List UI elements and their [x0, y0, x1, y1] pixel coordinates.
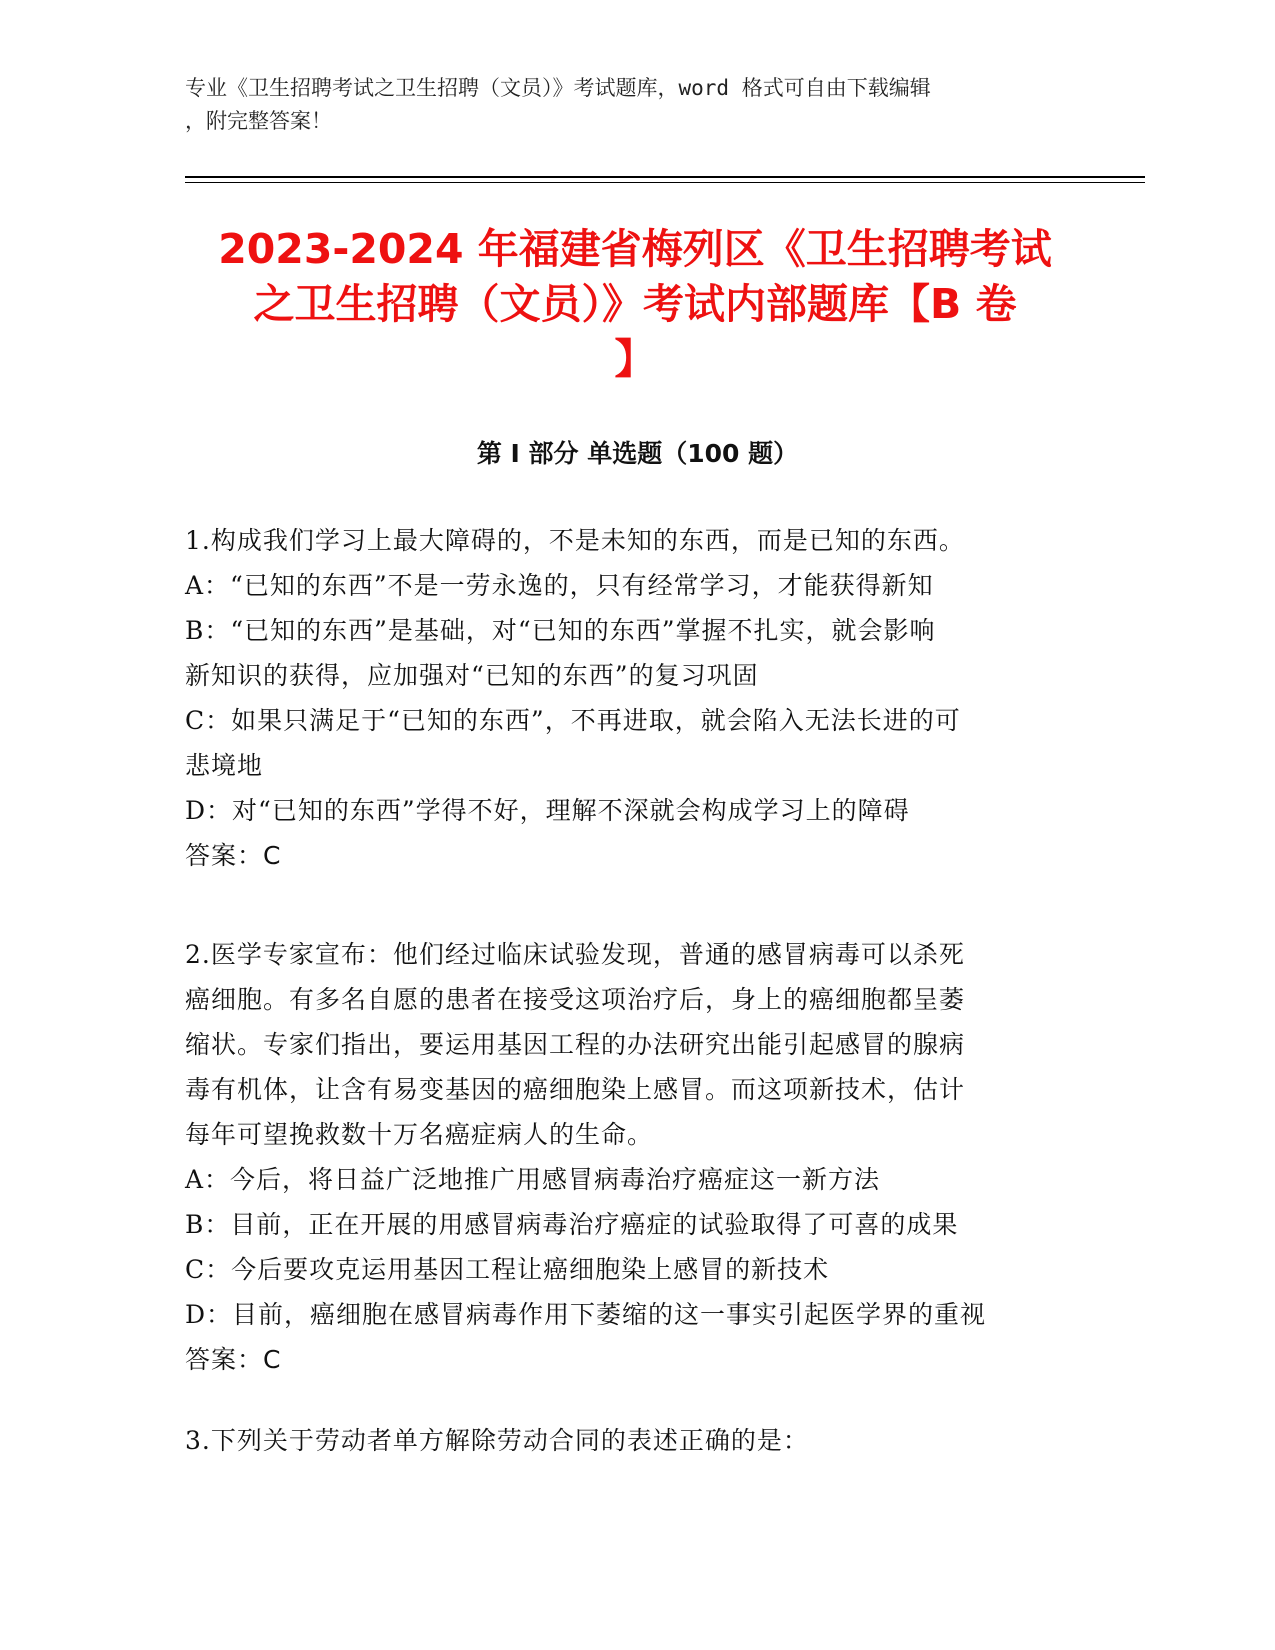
header-divider-thin: [185, 182, 1145, 183]
question-2-stem-1: 2.医学专家宣布：他们经过临床试验发现，普通的感冒病毒可以杀死: [185, 940, 965, 969]
document-title-line-3: 】: [614, 335, 656, 383]
question-2-option-d: D：目前，癌细胞在感冒病毒作用下萎缩的这一事实引起医学界的重视: [185, 1300, 987, 1329]
question-3-stem: 3.下列关于劳动者单方解除劳动合同的表述正确的是：: [185, 1426, 809, 1455]
header-note: [185, 72, 1085, 138]
question-1-option-d: D：对“已知的东西”学得不好，理解不深就会构成学习上的障碍: [185, 796, 910, 825]
question-1-option-b-cont: 新知识的获得，应加强对“已知的东西”的复习巩固: [185, 661, 759, 690]
question-1-option-a: A：“已知的东西”不是一劳永逸的，只有经常学习，才能获得新知: [185, 571, 934, 600]
document-title-line-2: 之卫生招聘（文员）》考试内部题库【B 卷: [253, 280, 1017, 328]
document-title: [195, 222, 1075, 387]
question-1-answer: 答案：C: [185, 841, 282, 870]
question-2-stem-5: 每年可望挽救数十万名癌症病人的生命。: [185, 1120, 654, 1149]
question-2-option-c: C：今后要攻克运用基因工程让癌细胞染上感冒的新技术: [185, 1255, 830, 1284]
question-1-option-c-cont: 悲境地: [185, 751, 264, 780]
header-note-line-2: ，附完整答案！: [185, 109, 332, 133]
section-heading: 第 I 部分 单选题（100 题）: [476, 439, 799, 468]
question-1-stem: 1.构成我们学习上最大障碍的，不是未知的东西，而是已知的东西。: [185, 526, 965, 555]
question-2-stem-2: 癌细胞。有多名自愿的患者在接受这项治疗后，身上的癌细胞都呈萎: [185, 985, 966, 1014]
question-2-stem-4: 毒有机体，让含有易变基因的癌细胞染上感冒。而这项新技术，估计: [185, 1075, 966, 1104]
question-1-option-c: C：如果只满足于“已知的东西”，不再进取，就会陷入无法长进的可: [185, 706, 961, 735]
document-title-line-1: 2023-2024 年福建省梅列区《卫生招聘考试: [218, 225, 1052, 273]
question-1: [185, 518, 1065, 878]
question-2-option-a: A：今后，将日益广泛地推广用感冒病毒治疗癌症这一新方法: [185, 1165, 881, 1194]
question-2-option-b: B：目前，正在开展的用感冒病毒治疗癌症的试验取得了可喜的成果: [185, 1210, 959, 1239]
question-2: [185, 932, 1065, 1382]
header-note-line-1: 专业《卫生招聘考试之卫生招聘（文员）》考试题库，word 格式可自由下载编辑: [185, 76, 931, 100]
header-divider-thick: [185, 176, 1145, 178]
question-2-stem-3: 缩状。专家们指出，要运用基因工程的办法研究出能引起感冒的腺病: [185, 1030, 966, 1059]
question-1-option-b: B：“已知的东西”是基础，对“已知的东西”掌握不扎实，就会影响: [185, 616, 936, 645]
question-3: [185, 1418, 1065, 1463]
question-2-answer: 答案：C: [185, 1345, 282, 1374]
